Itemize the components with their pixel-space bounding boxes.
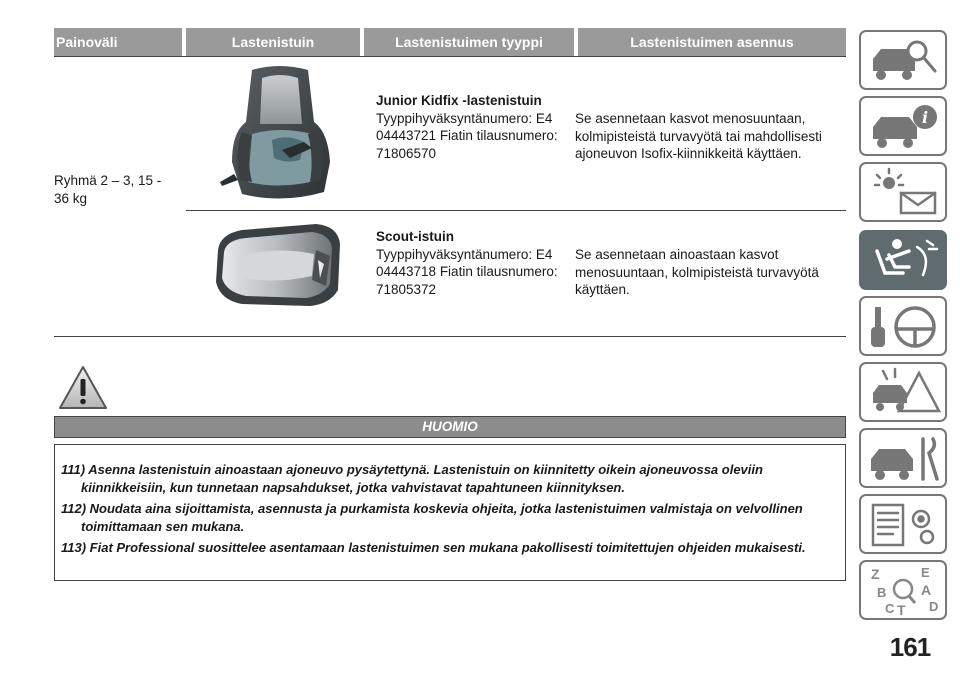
warning-note-113: 113) Fiat Professional suosittelee asentamaan lastenistuimen sen mukana pakollisesti toimitettujen ohjeiden mukaisesti. (61, 540, 806, 555)
car-info-icon (867, 101, 941, 151)
car-breakdown-icon (867, 367, 941, 417)
alphabet-index-icon (867, 565, 941, 615)
index-letter: T (897, 602, 906, 615)
table-row-divider (186, 210, 846, 211)
scout-booster-seat-image (212, 220, 346, 312)
steering-wheel-icon (867, 301, 941, 351)
index-letter: D (929, 599, 939, 614)
warning-title: HUOMIO (54, 416, 846, 438)
table-header (54, 28, 846, 56)
index-letter: B (877, 585, 887, 600)
warning-triangle-icon (58, 365, 108, 411)
header-seat-type: Lastenistuimen tyyppi (364, 28, 574, 56)
table-top-rule (54, 56, 846, 57)
weight-group-label: Ryhmä 2 – 3, 15 - 36 kg (54, 173, 162, 206)
seat-installation-text: Se asennetaan kasvot menosuuntaan, kolmipisteistä turvavyötä tai mahdollisesti ajoneuvon Isofix-kiinnikkeitä käyttäen. (575, 111, 822, 161)
index-letter: A (921, 582, 932, 598)
sidebar-tab-car-search[interactable] (859, 30, 947, 90)
seat-approval-details: Tyyppihyväksyntänumero: E4 04443718 Fiatin tilausnumero: 71805372 (376, 246, 558, 297)
sidebar-tab-warning-lights[interactable] (859, 162, 947, 222)
seat-type-cell-2 (376, 228, 566, 298)
junior-kidfix-seat-image (212, 62, 346, 204)
seat-name: Junior Kidfix -lastenistuin (376, 93, 542, 108)
index-letter: C (885, 601, 895, 615)
sidebar-tab-car-info[interactable] (859, 96, 947, 156)
header-child-seat: Lastenistuin (186, 28, 360, 56)
sidebar-tab-service[interactable] (859, 428, 947, 488)
seat-type-cell-1 (376, 92, 566, 162)
index-letter: Z (871, 566, 880, 582)
seat-approval-details: Tyyppihyväksyntänumero: E4 04443721 Fiatin tilausnumero: 71806570 (376, 110, 558, 161)
seat-airbag-icon (867, 235, 941, 285)
specifications-icon (867, 499, 941, 549)
sidebar-tab-index[interactable] (859, 560, 947, 620)
index-letter: E (921, 565, 930, 580)
seat-name: Scout-istuin (376, 229, 454, 244)
page-number: 161 (889, 632, 931, 662)
car-service-icon (867, 433, 941, 483)
seat-installation-text: Se asennetaan ainoastaan kasvot menosuuntaan, kolmipisteistä turvavyötä käyttäen. (575, 247, 819, 297)
warning-note-112: 112) Noudata aina sijoittamista, asennusta ja purkamista koskevia ohjeita, jotka lastenistuimen valmistaja on velvollinen toimittamaan sen mukana. (61, 501, 803, 534)
sidebar-tab-seat-airbag[interactable] (859, 230, 947, 290)
table-bottom-rule (54, 336, 846, 337)
warning-lights-icon (867, 167, 941, 217)
warning-note-111: 111) Asenna lastenistuin ainoastaan ajoneuvo pysäytettynä. Lastenistuin on kiinnitetty oikein ajoneuvossa oleviin kiinnikkeisiin, kun tunnetaan napsahdukset, jotka vahvistavat tapahtuneen kiinnityksen. (61, 462, 763, 495)
car-search-icon (867, 35, 941, 85)
sidebar-tab-steering[interactable] (859, 296, 947, 356)
header-weight-range: Painoväli (54, 28, 182, 56)
sidebar-tab-breakdown[interactable] (859, 362, 947, 422)
svg-text:i: i (921, 108, 929, 127)
warning-notes-box (54, 444, 846, 581)
header-seat-installation: Lastenistuimen asennus (578, 28, 846, 56)
sidebar-tab-specifications[interactable] (859, 494, 947, 554)
